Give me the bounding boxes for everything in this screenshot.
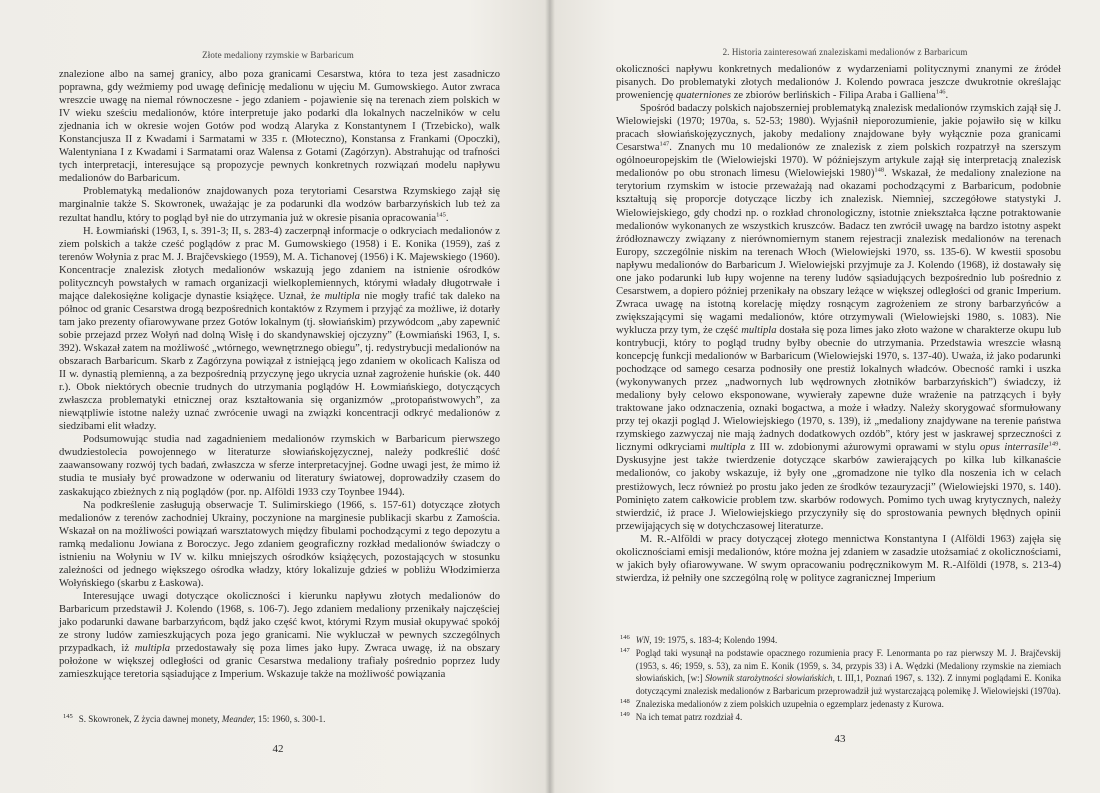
paragraph-text: okoliczności napływu konkretnych medalionów z wydarzeniami politycznymi znanymi ze źródeł pisanych. Do problematyki złotych medalionów J. Kolendo powraca jeszcze dwukrotnie określając proweniencję [616, 64, 1061, 102]
running-head: 2. Historia zainteresowań znaleziskami medalionów z Barbaricum [722, 47, 968, 57]
paragraph-text: . Dyskusyjne jest także twierdzenie dotyczące skarbów zawierających po kilka lub kilkanaście medalionów, co jakoby wskazuje, iż były one „gromadzone nie tylko dla noszenia ich w celach prestiżowych, lecz również po prostu jako jeden ze środków tezauryzacji” (Wielowiejski 1970, s. 140). Pominięto zatem całkowicie problem tzw. skarbów rodowych. Pomimo tych uwag krytycznych, należy stwierdzić, iż prace J. Wielowiejskiego przyczyniły się do sprostowania pewnych błędnych opinii przewijających się w dotychczasowej literaturze. [616, 442, 1061, 532]
footnote-text-part: t. III,1, Poznań 1967, s. 132). Z innymi poglądami E. Konika dotyczącymi znalezisk medalionów z Barbaricum przeprowadził już wystarczającą polemikę J. Wielowiejski (1970a). [635, 673, 1062, 696]
paragraph-text: Interesujące uwagi dotyczące okoliczności i kierunku napływu złotych medalionów do Barbaricum przedstawił J. Kolendo (1968, s. 106-7). Jego zdaniem medaliony przenikały najczęściej jako podarunki dawane barbarzyńcom, bądź jako część kwot, którymi Rzym musiał okupywać spokój ze strony ludów zamieszkujących poza jego granicami. Nie wykluczał w pewnych szczególnych przypadkach, iż [59, 590, 500, 655]
footnote-italic: Meander, [221, 714, 256, 724]
paragraph-text: Problematyką medalionów znajdowanych poza terytoriami Cesarstwa Rzymskiego zajął się marginalnie także S. Skowronek, uważając je za podarunki dla wodzów barbarzyńskich lub też za rezultat handlu, który to pogląd był nie do utrzymania już w okresie pisania opracowania [59, 186, 500, 224]
italic-term: multipla [741, 324, 777, 336]
paragraph-text: z III w. zdobionymi ażurowymi oprawami w stylu [745, 442, 980, 454]
paragraph-text: Spośród badaczy polskich najobszerniej problematyką znalezisk medalionów rzymskich zajął się J. Wielowiejski (1970; 1970a, s. 52-53; 1980). Wyjaśnił nieporozumienie, jakie pojawiło się w kilku pracach słowiańskojęzycznych, jakoby medaliony znajdowane były wyłącznie poza granicami Cesarstwa [616, 103, 1061, 154]
right-page [550, 0, 1100, 793]
paragraph [59, 590, 500, 681]
paragraph: M. R.-Alföldi w pracy dotyczącej złotego mennictwa Konstantyna I (Alföldi 1963) zajęła się okolicznościami emisji medalionów, które można jej zdaniem w zasadzie utożsamiać z okolicznościami, w jakich były ofiarowywane. W swym opracowaniu podręcznikowym M. R.-Alföldi (1978, s. 213-4) stwierdza, iż pełniły one szczególną rolę w polityce zagranicznej Imperium [616, 533, 1061, 584]
paragraph: Problematyką medalionów znajdowanych poza terytoriami Cesarstwa Rzymskiego zajął się marginalnie także S. Skowronek, uważając je za podarunki dla wodzów barbarzyńskich lub też za rezultat handlu, który to pogląd był nie do utrzymania już w okresie pisania opracowania$^{145}$. [59, 186, 500, 224]
book-gutter [545, 0, 555, 793]
footnote [616, 647, 1061, 697]
body-text [616, 63, 1061, 585]
italic-term: multipla [324, 290, 360, 302]
paragraph [616, 102, 1061, 533]
paragraph-text: przedostawały się poza limes jako łupy. Zwraca uwagę, iż na obszary położone w większej odległości od granic Cesarstwa medaliony trafiały pośrednio poprzez ludy zamieszkujące teretoria sąsiadujące z Imperium. Wskazuje także na możliwość powiązania [59, 643, 500, 681]
footnote-text [79, 713, 500, 725]
paragraph-text: H. Łowmiański (1963, I, s. 391-3; II, s. 283-4) zaczerpnął informacje o odkryciach medalionów z ziem polskich a także cześć poglądów z prac M. Gumowskiego (1958) i E. Konika (1959), zaś z terenów Wołynia z prac M. J. Brajčevskiego (1959), M. A. Tichanovej (1956) i K. Majewskiego (1960). Koncentracje znalezisk złotych medalionów wskazują jego zdaniem na istnienie ośrodków polityczncyh powstałych w ramach organizacji wielkoplemiennych, którymi władały długotrwałe i mające dalekosiężne koligacje dynastie książęce. Uznał, że [59, 225, 500, 302]
footnote-number: 147 [620, 647, 630, 655]
page-number: 43 [834, 733, 846, 745]
footnote-text-part: S. Skowronek, Z życia dawnej monety, [78, 714, 222, 724]
paragraph-text: . Znanych mu 10 medalionów ze znalezisk z ziem polskich rozpatrzył na szerszym ogólnoeuropejskim tle (Wielowiejski 1970). W późniejszym artykule zajął się interpretacją znalezisk medalionów po obu stronach limesu (Wielowiejski 1980) [616, 142, 1061, 180]
paragraph-text: . Wskazał, że medaliony znalezione na terytorium rzymskim w istocie przeważają nad okazami pochodzącymi z Barbaricum, podobnie kształtują się proporcje dotyczące liczby ich znalezisk. Niemniej, szczegółowe statystyki J. Wielowiejskiego, gdy chodzi np. o rozkład chronologiczny, istotnie zniekształca łączne potraktowanie medalionów wykonanych ze wszystkich kruszców. Badacz ten zwrócił uwagę na bardzo istotny aspekt źródłoznawczy związany z nierównomiernym stanem rejestracji znalezisk medalionów na terenach Europy, szczególnie niskim na terenach Włoch (Wielowiejski 1970, ss. 135-6). W kwestii sposobu napływu medalionów do Barbaricum J. Wielowiejski przyjmuje za J. Kolendo (1968), iż dostawały się one jako podarunki lub łupy wojenne na tereny ludów sąsiadujących bezpośrednio lub pośrednio z Cesarstwem, a dopiero później przenikały na obszary leżące w większej odległości od granic Imperium. Zwraca uwagę na istotną korelację między rosnącym zagrożeniem ze strony barbarzyńców a zwiększającymi się wagami medalionów, które otrzymywali (Wielowiejski 1980, s. 1083). Nie wyklucza przy tym, że część [616, 168, 1061, 336]
footnote-ref: 148 [874, 166, 885, 174]
paragraph: znalezione albo na samej granicy, albo poza granicami Cesarstwa, która to teza jest zasadniczo poprawna, gdy weźmiemy pod uwagę definicję medalionu w ujęciu M. Gumowskiego. Autor zwraca wreszcie uwagę na niemal równoczesne - jego zdaniem - pojawienie się na terenach ziem polskich w IV wieku sześciu medalionów, które interpretuje jako podarki dla lokalnych naczelników w celu zjednania ich w okresie wojen Gotów pod wodzą Alaryka z Konstantynem I (Trzebicko), walk Konstancjusza II z Kwadami i Sarmatami w 335 r. (Młoteczno), Konstansa z Frankami (Opoczki), Walentyniana I z Kwadami i Sarmatami oraz Walensa z Gotami (Zagórzyn). Abstrahując od trafności tych interpretacji, interesujące są propozycje pewnych konkretnych rozwiązań modelu napływu medalionów do Barbaricum. [59, 69, 500, 185]
footnote [616, 698, 1061, 710]
footnote-text-part: 19: 1975, s. 183-4; Kolendo 1994. [651, 635, 778, 645]
paragraph-text: nie mogły [359, 290, 409, 302]
footnote-italic: Słownik starożytności słowiańskich, [705, 673, 835, 684]
footnote-text: Znaleziska medalionów z ziem polskich uzupełnia o egzemplarz jedenasty z Kurowa. [635, 699, 944, 710]
footnote-number: 149 [620, 711, 630, 719]
footnote-ref: 146 [935, 88, 946, 96]
footnote-number: 146 [620, 634, 630, 641]
italic-term: multipla [710, 442, 746, 454]
footnote-text: Na ich temat patrz rozdział 4. [635, 712, 743, 723]
footnote-ref: 145 [436, 210, 446, 218]
italic-term: multipla [134, 643, 171, 655]
italic-term: quaterniones [675, 90, 732, 102]
footnote-text-part: Pogląd taki wysunął na podstawie opacznego rozumienia pracy F. Lenormanta po raz pierwszy M. J. Brajčevskij (1953, s. 46; 1959, s. 53), za nim E. Konik (1959, s. 34, przypis 33) i A. Wędzki (Medaliony rzymskie na ziemiach słowiańskich, [w:] [635, 648, 1061, 684]
paragraph: Podsumowując studia nad zagadnieniem medalionów rzymskich w Barbaricum pierwszego dwudziestolecia powojennego w literaturze słowiańskojęzycznej, należy podkreślić dość zaawansowany rozwój tych badań, zwłaszcza w sferze interpretacyjnej. Godne uwagi jest, że mimo iż studia te musiały być prowadzone w oderwaniu od literatury światowej, doprowadziły czasem do zaskakująco zbieżnych z nią poglądów (por. np. Alföldi 1933 czy Toynbee 1944). [59, 434, 500, 498]
footnote-number: 145 [63, 713, 73, 720]
italic-term: opus interrasile [979, 442, 1049, 454]
footnote-ref: 149 [1048, 440, 1059, 448]
paragraph: Na podkreślenie zasługują obserwacje T. Sulimirskiego (1966, s. 157-61) dotyczące złotych medalionów z terenów zachodniej Ukrainy, poczynione na marginesie publikacji skarbu z Zamościa. Wskazał on na możliwości powiązań warsztatowych między fibulami pochodzącymi z tego depozytu a ramką medalionu Jowiana z Boroczyc. Jego zdaniem geograficzny rozkład medalionów świadczy o istnieniu na Wołyniu w IV w. kilku mniejszych ośrodków książęcych, pozostających w stosunku zależności od jednego większego ośrodka władzy, który lokalizuje gdzieś w pobliżu Włodzimierza Wołyńskiego (skarbu z Łaskowa). [59, 499, 500, 589]
footnote [616, 711, 1061, 723]
page-number: 42 [272, 743, 284, 755]
footnote-text [636, 634, 1061, 646]
footnote-text-part: 15: 1960, s. 300-1. [255, 714, 326, 724]
footnotes [616, 634, 1061, 725]
running-head: Złote medaliony rzymskie w Barbaricum [202, 50, 354, 60]
footnote-ref: 147 [659, 140, 670, 148]
footnote-italic: WN, [635, 635, 652, 645]
paragraph-text: ze zbiorów berlińskich - Filipa Araba i Galliena [731, 90, 936, 102]
paragraph-text: trafić tak daleko na północ od granic Cesarstwa drogą bezpośrednich kontaktów z Rzymem i przyjąć za możliwe, iż dotarły tam jako prezenty ofiarowywane przez Gotów lokalnym (tj. słowiańskim) przywódcom „aby zapewnić sobie przejazd przez Wołyń nad dolną Wisłę i do skandynawskiej ojczyzny” (Łowmiański 1963, I, s. 392). Wskazał zatem na możliwość „wtórnego, wewnętrznego obiegu”, tj. redystrybucji medalionów na obszarach Barbaricum. Skarb z Zagórzyna powiązał z istniejącą jego zdaniem w okolicach Kalisza od II w. dynastią plemienną, a za bezpośrednią przyczynę jego ukrycia uznał zagrożenie huńskie (ok. 440 r.). Obok niektórych obecnie trudnych do utrzymania poglądów H. Łowmiańskiego, dotyczących zwłaszcza problematyki etnicznej oraz kształtowania się organizmów „protopaństwowych”, za niewątpliwie istotne należy uznać zwrócenie uwagi na związki koncentracji odkryć medalionów z siedzibami elit władzy. [59, 290, 500, 433]
footnote [59, 713, 500, 725]
footnotes [59, 713, 500, 725]
paragraph: okoliczności napływu konkretnych medalionów z wydarzeniami politycznymi znanymi ze źródeł pisanych. Do problematyki złotych medalionów J. Kolendo powraca jeszcze dwukrotnie określając proweniencję quaterniones ze zbiorów berlińskich - Filipa Araba i Galliena$^{146}$. [616, 64, 1061, 102]
footnote [616, 634, 1061, 646]
paragraph [59, 225, 500, 434]
footnote-text [636, 647, 1061, 697]
footnote-number: 148 [620, 698, 630, 706]
paragraph-text: dostała się poza limes jako złoto ważone w charakterze okupu lub kontrybucji, który to pogląd trudny byłby obecnie do utrzymania. Przedstawia wreszcie własną koncepcję funkcji medalionów w Barbaricum (Wielowiejski 1970, s. 137-40). Uważa, iż jako podarunki pochodzące od samego cesarza podnosiły one prestiż lokalnych władców. Obecność ramki i uszka (wykonywanych przez „nadwornych lub wędrownych złotników barbarzyńskich”) świadczy, iż medaliony były celowo eksponowane, wywierały zapewne duże wrażenie na patrzących i były traktowane jako odznaczenia, oznaki bogactwa, a może i władzy. Należy skorygować sformułowany przy tej okazji pogląd J. Wielowiejskiego (1970, s. 139), iż „medaliony znajdywane na terenie państwa rzymskiego zazwyczaj nie mają żadnych dodatkowych ozdób”, który jest w jaskrawej sprzeczności z licznymi odkryciami [616, 324, 1061, 454]
body-text [59, 68, 500, 681]
